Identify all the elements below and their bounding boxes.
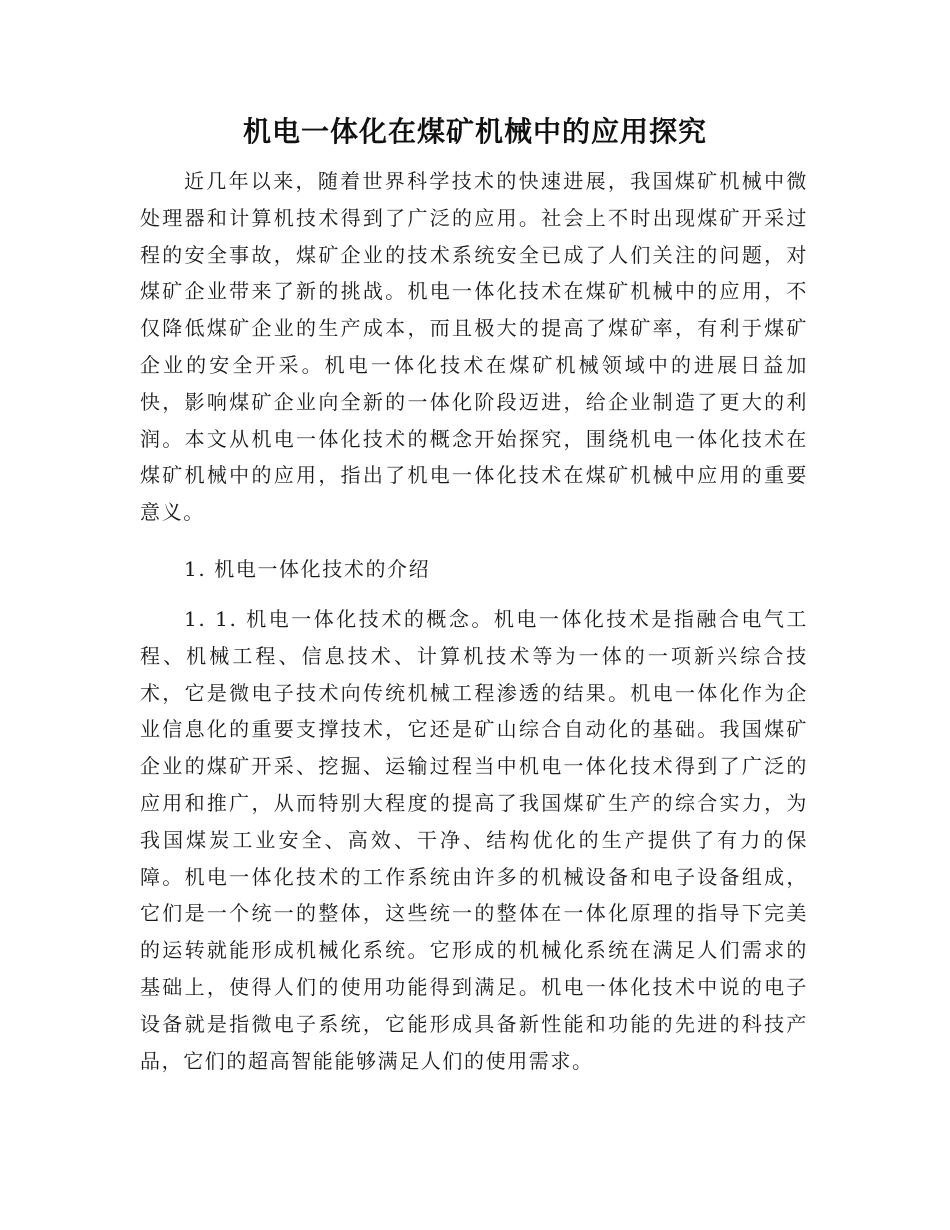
intro-paragraph: 近几年以来，随着世界科学技术的快速进展，我国煤矿机械中微处理器和计算机技术得到了广泛的应用。社会上不时出现煤矿开采过程的安全事故，煤矿企业的技术系统安全已成了人们关注的问题，对煤矿企业带来了新的挑战。机电一体化技术在煤矿机械中的应用，不仅降低煤矿企业的生产成本，而且极大的提高了煤矿率，有利于煤矿企业的安全开采。机电一体化技术在煤矿机械领域中的进展日益加快，影响煤矿企业向全新的一体化阶段迈进，给企业制造了更大的利润。本文从机电一体化技术的概念开始探究，围绕机电一体化技术在煤矿机械中的应用，指出了机电一体化技术在煤矿机械中应用的重要意义。 [140,169,808,525]
section-1-1-paragraph: 1. 1. 机电一体化技术的概念。机电一体化技术是指融合电气工程、机械工程、信息技术、计算机技术等为一体的一项新兴综合技术，它是微电子技术向传统机械工程渗透的结果。机电一体化作为企业信息化的重要支撑技术，它还是矿山综合自动化的基础。我国煤矿企业的煤矿开采、挖掘、运输过程当中机电一体化技术得到了广泛的应用和推广，从而特别大程度的提高了我国煤矿生产的综合实力，为我国煤炭工业安全、高效、干净、结构优化的生产提供了有力的保障。机电一体化技术的工作系统由许多的机械设备和电子设备组成，它们是一个统一的整体，这些统一的整体在一体化原理的指导下完美的运转就能形成机械化系统。它形成的机械化系统在满足人们需求的基础上，使得人们的使用功能得到满足。机电一体化技术中说的电子设备就是指微电子系统，它能形成具备新性能和功能的先进的科技产品，它们的超高智能能够满足人们的使用需求。 [140,607,808,1073]
document-title: 机电一体化在煤矿机械中的应用探究 [242,115,707,148]
section-heading: 1. 机电一体化技术的介绍 [184,557,431,581]
